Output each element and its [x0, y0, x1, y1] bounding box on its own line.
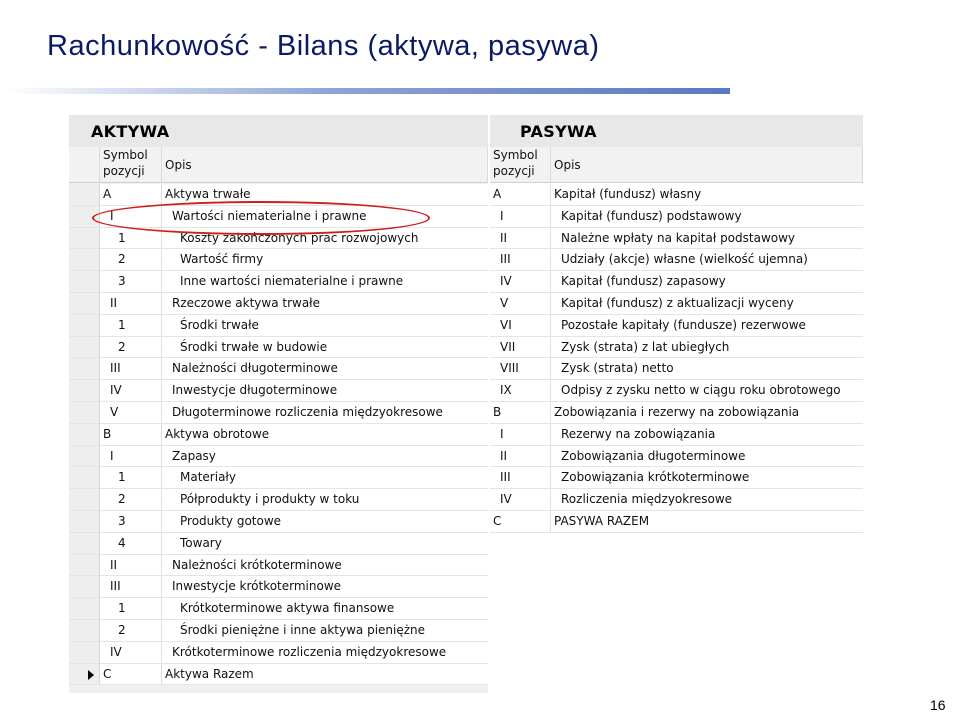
table-row[interactable]	[69, 424, 488, 446]
symbol-cell[interactable]: C	[100, 664, 162, 685]
table-row[interactable]	[490, 249, 863, 271]
row-selector[interactable]	[69, 576, 100, 597]
symbol-cell[interactable]: 2	[100, 620, 162, 641]
opis-cell[interactable]: Odpisy z zysku netto w ciągu roku obrotowego	[561, 383, 841, 398]
pasywa-heading: PASYWA	[520, 122, 597, 141]
row-selector[interactable]	[69, 598, 100, 619]
opis-cell[interactable]: Długoterminowe rozliczenia międzyokresowe	[172, 404, 443, 419]
opis-cell[interactable]: Środki pieniężne i inne aktywa pieniężne	[180, 622, 426, 637]
opis-cell[interactable]: Udziały (akcje) własne (wielkość ujemna)	[561, 252, 808, 267]
table-row[interactable]	[490, 446, 863, 468]
table-row[interactable]	[69, 249, 488, 271]
symbol-cell[interactable]: I	[100, 446, 162, 467]
symbol-cell[interactable]: IV	[490, 271, 551, 292]
table-row[interactable]	[69, 533, 488, 555]
symbol-cell[interactable]: V	[100, 402, 162, 423]
row-selector[interactable]	[69, 228, 100, 249]
symbol-cell[interactable]: B	[100, 424, 162, 445]
opis-cell[interactable]: Rozliczenia międzyokresowe	[561, 492, 733, 507]
opis-cell[interactable]: Koszty zakończonych prac rozwojowych	[180, 230, 419, 245]
opis-cell[interactable]: Półprodukty i produkty w toku	[180, 492, 360, 507]
table-row[interactable]	[69, 337, 488, 359]
opis-cell[interactable]: Materiały	[180, 470, 236, 485]
table-row[interactable]	[490, 206, 863, 228]
pasywa-opis-header[interactable]: Opis	[551, 147, 863, 183]
table-row[interactable]	[69, 511, 488, 533]
symbol-cell[interactable]: II	[100, 293, 162, 314]
row-selector[interactable]	[69, 184, 100, 205]
slide-title: Rachunkowość - Bilans (aktywa, pasywa)	[47, 30, 600, 62]
table-row[interactable]	[490, 271, 863, 293]
pasywa-header	[490, 115, 863, 148]
opis-cell[interactable]: Aktywa obrotowe	[165, 426, 270, 441]
symbol-cell[interactable]: II	[490, 446, 551, 467]
opis-cell[interactable]: PASYWA RAZEM	[554, 513, 650, 528]
row-selector[interactable]	[69, 511, 100, 532]
symbol-cell[interactable]: A	[490, 184, 551, 205]
symbol-cell[interactable]: I	[490, 206, 551, 227]
table-row[interactable]	[69, 576, 488, 598]
aktywa-symbol-header[interactable]: Symbol pozycji	[100, 147, 162, 183]
current-row-arrow-icon	[88, 670, 94, 680]
symbol-cell[interactable]: VI	[490, 315, 551, 336]
row-selector[interactable]	[69, 642, 100, 663]
table-row[interactable]	[490, 184, 863, 206]
row-selector[interactable]	[69, 489, 100, 510]
row-selector[interactable]	[69, 249, 100, 270]
opis-cell[interactable]: Należne wpłaty na kapitał podstawowy	[561, 230, 796, 245]
opis-cell[interactable]: Kapitał (fundusz) własny	[554, 187, 702, 201]
row-selector[interactable]	[69, 467, 100, 488]
table-row[interactable]	[490, 489, 863, 511]
symbol-cell[interactable]: III	[100, 358, 162, 379]
table-row[interactable]	[69, 467, 488, 489]
opis-cell[interactable]: Inne wartości niematerialne i prawne	[180, 274, 404, 289]
row-selector[interactable]	[69, 271, 100, 292]
symbol-cell[interactable]: 2	[100, 489, 162, 510]
table-row[interactable]	[490, 467, 863, 489]
table-row[interactable]	[69, 315, 488, 337]
symbol-cell[interactable]: 2	[100, 249, 162, 270]
opis-cell[interactable]: Zysk (strata) z lat ubiegłych	[561, 339, 730, 354]
symbol-cell[interactable]: 4	[100, 533, 162, 554]
table-row[interactable]	[490, 358, 863, 380]
symbol-cell[interactable]: II	[100, 555, 162, 576]
aktywa-opis-header[interactable]: Opis	[162, 147, 488, 183]
aktywa-selector-header	[69, 147, 100, 183]
table-row[interactable]	[69, 642, 488, 664]
row-selector[interactable]	[69, 315, 100, 336]
table-row[interactable]	[69, 446, 488, 468]
symbol-cell[interactable]: III	[490, 249, 551, 270]
table-row[interactable]	[490, 293, 863, 315]
table-row[interactable]	[490, 424, 863, 446]
opis-cell[interactable]: Kapitał (fundusz) zapasowy	[561, 274, 726, 289]
opis-cell[interactable]: Pozostałe kapitały (fundusze) rezerwowe	[561, 317, 806, 332]
symbol-cell[interactable]: 1	[100, 315, 162, 336]
opis-cell[interactable]: Inwestycje krótkoterminowe	[172, 579, 342, 594]
table-row[interactable]	[490, 337, 863, 359]
table-row[interactable]	[490, 511, 863, 533]
pasywa-symbol-header[interactable]: Symbol pozycji	[490, 147, 551, 183]
symbol-cell[interactable]: 2	[100, 337, 162, 358]
highlight-oval	[92, 201, 430, 235]
table-row[interactable]	[69, 598, 488, 620]
opis-cell[interactable]: Zobowiązania krótkoterminowe	[561, 470, 750, 485]
pasywa-panel	[490, 115, 863, 693]
opis-cell[interactable]: Rzeczowe aktywa trwałe	[172, 295, 320, 310]
opis-cell[interactable]: Zysk (strata) netto	[561, 361, 674, 376]
row-selector[interactable]	[69, 620, 100, 641]
symbol-cell[interactable]: 1	[100, 598, 162, 619]
row-selector[interactable]	[69, 664, 100, 685]
opis-cell[interactable]: Środki trwałe w budowie	[180, 339, 328, 354]
symbol-cell[interactable]: III	[490, 467, 551, 488]
opis-cell[interactable]: Należności długoterminowe	[172, 361, 338, 376]
page-number: 16	[930, 697, 946, 713]
symbol-cell[interactable]: IV	[100, 642, 162, 663]
table-row[interactable]	[490, 380, 863, 402]
row-selector[interactable]	[69, 424, 100, 445]
symbol-cell[interactable]: IV	[490, 489, 551, 510]
symbol-cell[interactable]: C	[490, 511, 551, 532]
table-row[interactable]	[69, 620, 488, 642]
aktywa-heading: AKTYWA	[91, 122, 170, 141]
table-row[interactable]	[69, 402, 488, 424]
symbol-cell[interactable]: VIII	[490, 358, 551, 379]
row-selector[interactable]	[69, 293, 100, 314]
opis-cell[interactable]: Inwestycje długoterminowe	[172, 383, 338, 398]
opis-cell[interactable]: Kapitał (fundusz) z aktualizacji wyceny	[561, 295, 794, 310]
symbol-cell[interactable]: 1	[100, 467, 162, 488]
opis-cell[interactable]: Towary	[180, 535, 222, 550]
symbol-cell[interactable]: 3	[100, 271, 162, 292]
symbol-cell[interactable]: IV	[100, 380, 162, 401]
title-underline	[4, 88, 730, 94]
table-row[interactable]	[69, 489, 488, 511]
table-row[interactable]	[69, 380, 488, 402]
row-selector[interactable]	[69, 358, 100, 379]
symbol-cell[interactable]: A	[100, 184, 162, 205]
opis-cell[interactable]: Zapasy	[172, 448, 216, 463]
symbol-cell[interactable]: I	[490, 424, 551, 445]
opis-cell[interactable]: Środki trwałe	[180, 317, 259, 332]
symbol-cell[interactable]: 1	[100, 228, 162, 249]
aktywa-grid	[69, 184, 488, 685]
row-selector[interactable]	[69, 380, 100, 401]
symbol-cell[interactable]: B	[490, 402, 551, 423]
symbol-cell[interactable]: I	[100, 206, 162, 227]
table-row[interactable]	[69, 664, 488, 686]
symbol-cell[interactable]: V	[490, 293, 551, 314]
row-selector[interactable]	[69, 446, 100, 467]
opis-cell[interactable]: Produkty gotowe	[180, 513, 282, 528]
opis-cell[interactable]: Aktywa Razem	[165, 666, 254, 681]
table-row[interactable]	[69, 555, 488, 577]
opis-cell[interactable]: Rezerwy na zobowiązania	[561, 426, 716, 441]
opis-cell[interactable]: Zobowiązania i rezerwy na zobowiązania	[554, 404, 800, 419]
table-row[interactable]	[69, 271, 488, 293]
opis-cell[interactable]: Wartość firmy	[180, 252, 264, 267]
symbol-cell[interactable]: III	[100, 576, 162, 597]
opis-cell[interactable]: Wartości niematerialne i prawne	[172, 208, 367, 223]
opis-cell[interactable]: Krótkoterminowe rozliczenia międzyokresowe	[172, 644, 447, 659]
opis-cell[interactable]: Kapitał (fundusz) podstawowy	[561, 208, 742, 223]
opis-cell[interactable]: Zobowiązania długoterminowe	[561, 448, 746, 463]
table-row[interactable]	[490, 402, 863, 424]
table-row[interactable]	[69, 358, 488, 380]
table-row[interactable]	[490, 315, 863, 337]
symbol-cell[interactable]: VII	[490, 337, 551, 358]
row-selector[interactable]	[69, 555, 100, 576]
pasywa-grid	[490, 184, 863, 533]
table-row[interactable]	[69, 293, 488, 315]
opis-cell[interactable]: Aktywa trwałe	[165, 187, 251, 201]
row-selector[interactable]	[69, 533, 100, 554]
opis-cell[interactable]: Należności krótkoterminowe	[172, 557, 342, 572]
symbol-cell[interactable]: 3	[100, 511, 162, 532]
row-selector[interactable]	[69, 402, 100, 423]
aktywa-header	[69, 115, 488, 148]
symbol-cell[interactable]: II	[490, 228, 551, 249]
row-selector[interactable]	[69, 337, 100, 358]
symbol-cell[interactable]: IX	[490, 380, 551, 401]
table-row[interactable]	[490, 228, 863, 250]
opis-cell[interactable]: Krótkoterminowe aktywa finansowe	[180, 601, 395, 616]
